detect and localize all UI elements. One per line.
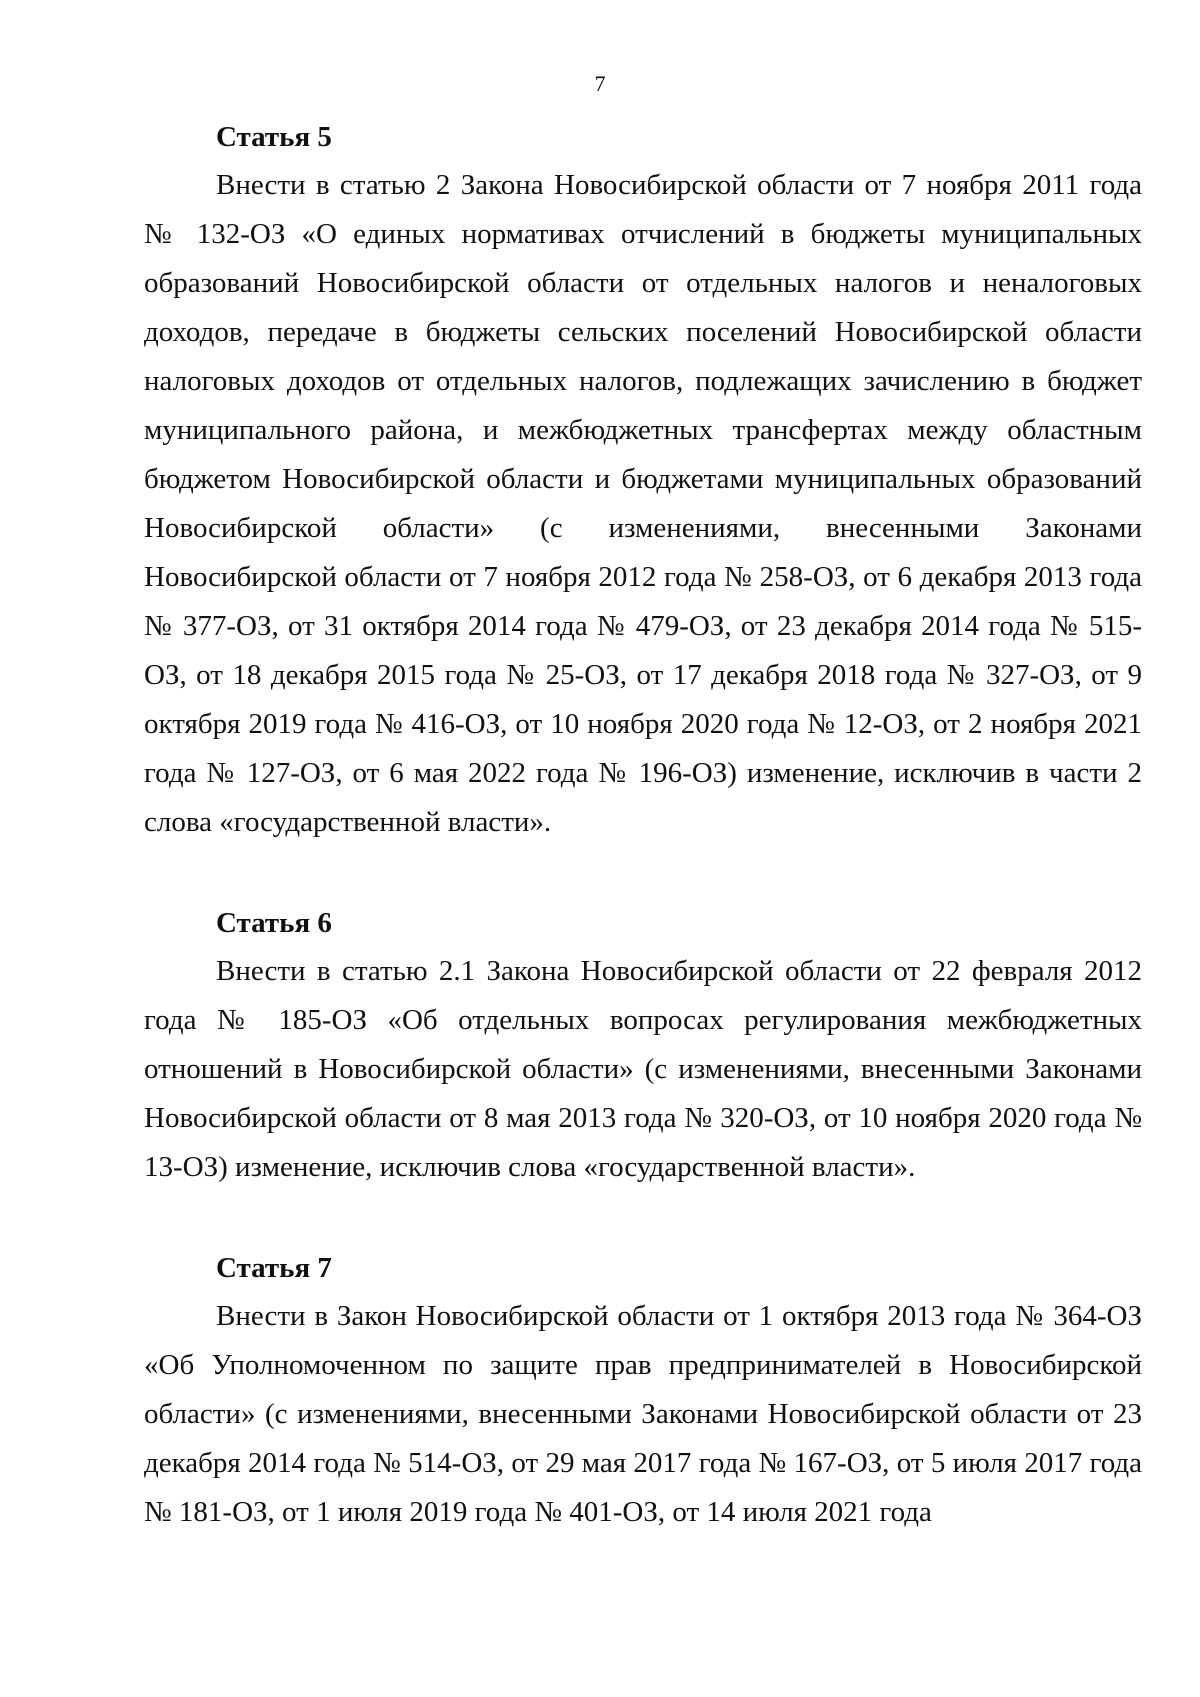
article-7 [144,1244,1142,1537]
article-body: Внести в статью 2.1 Закона Новосибирской области от 22 февраля 2012 года № 185-ОЗ «Об отдельных вопросах регулирования межбюджетных отношений в Новосибирской области» (с изменениями, внесенными Законами Новосибирской области от 8 мая 2013 года № 320-ОЗ, от 10 ноября 2020 года № 13-ОЗ) изменение, исключив слова «государственной власти». [144,955,1142,1183]
document-content [144,113,1142,1537]
article-heading: Статья 7 [216,1252,332,1284]
article-spacer [144,1192,1142,1244]
article-6 [144,899,1142,1192]
page-number: 7 [594,71,606,96]
article-spacer [144,847,1142,899]
article-body: Внести в статью 2 Закона Новосибирской области от 7 ноября 2011 года № 132-ОЗ «О единых нормативах отчислений в бюджеты муниципальных образований Новосибирской области от отдельных налогов и неналоговых доходов, передаче в бюджеты сельских поселений Новосибирской области налоговых доходов от отдельных налогов, подлежащих зачислению в бюджет муниципального района, и межбюджетных трансфертах между областным бюджетом Новосибирской области и бюджетами муниципальных образований Новосибирской области» (с изменениями, внесенными Законами Новосибирской области от 7 ноября 2012 года № 258-ОЗ, от 6 декабря 2013 года № 377-ОЗ, от 31 октября 2014 года № 479-ОЗ, от 23 декабря 2014 года № 515-ОЗ, от 18 декабря 2015 года № 25-ОЗ, от 17 декабря 2018 года № 327-ОЗ, от 9 октября 2019 года № 416-ОЗ, от 10 ноября 2020 года № 12-ОЗ, от 2 ноября 2021 года № 127-ОЗ, от 6 мая 2022 года № 196-ОЗ) изменение, исключив в части 2 слова «государственной власти». [144,169,1142,838]
article-body: Внести в Закон Новосибирской области от 1 октября 2013 года № 364-ОЗ «Об Уполномоченном по защите прав предпринимателей в Новосибирской области» (с изменениями, внесенными Законами Новосибирской области от 23 декабря 2014 года № 514-ОЗ, от 29 мая 2017 года № 167-ОЗ, от 5 июля 2017 года № 181-ОЗ, от 1 июля 2019 года № 401-ОЗ, от 14 июля 2021 года [144,1300,1142,1528]
article-5 [144,113,1142,847]
article-heading: Статья 5 [216,121,332,153]
article-heading: Статья 6 [216,907,332,939]
